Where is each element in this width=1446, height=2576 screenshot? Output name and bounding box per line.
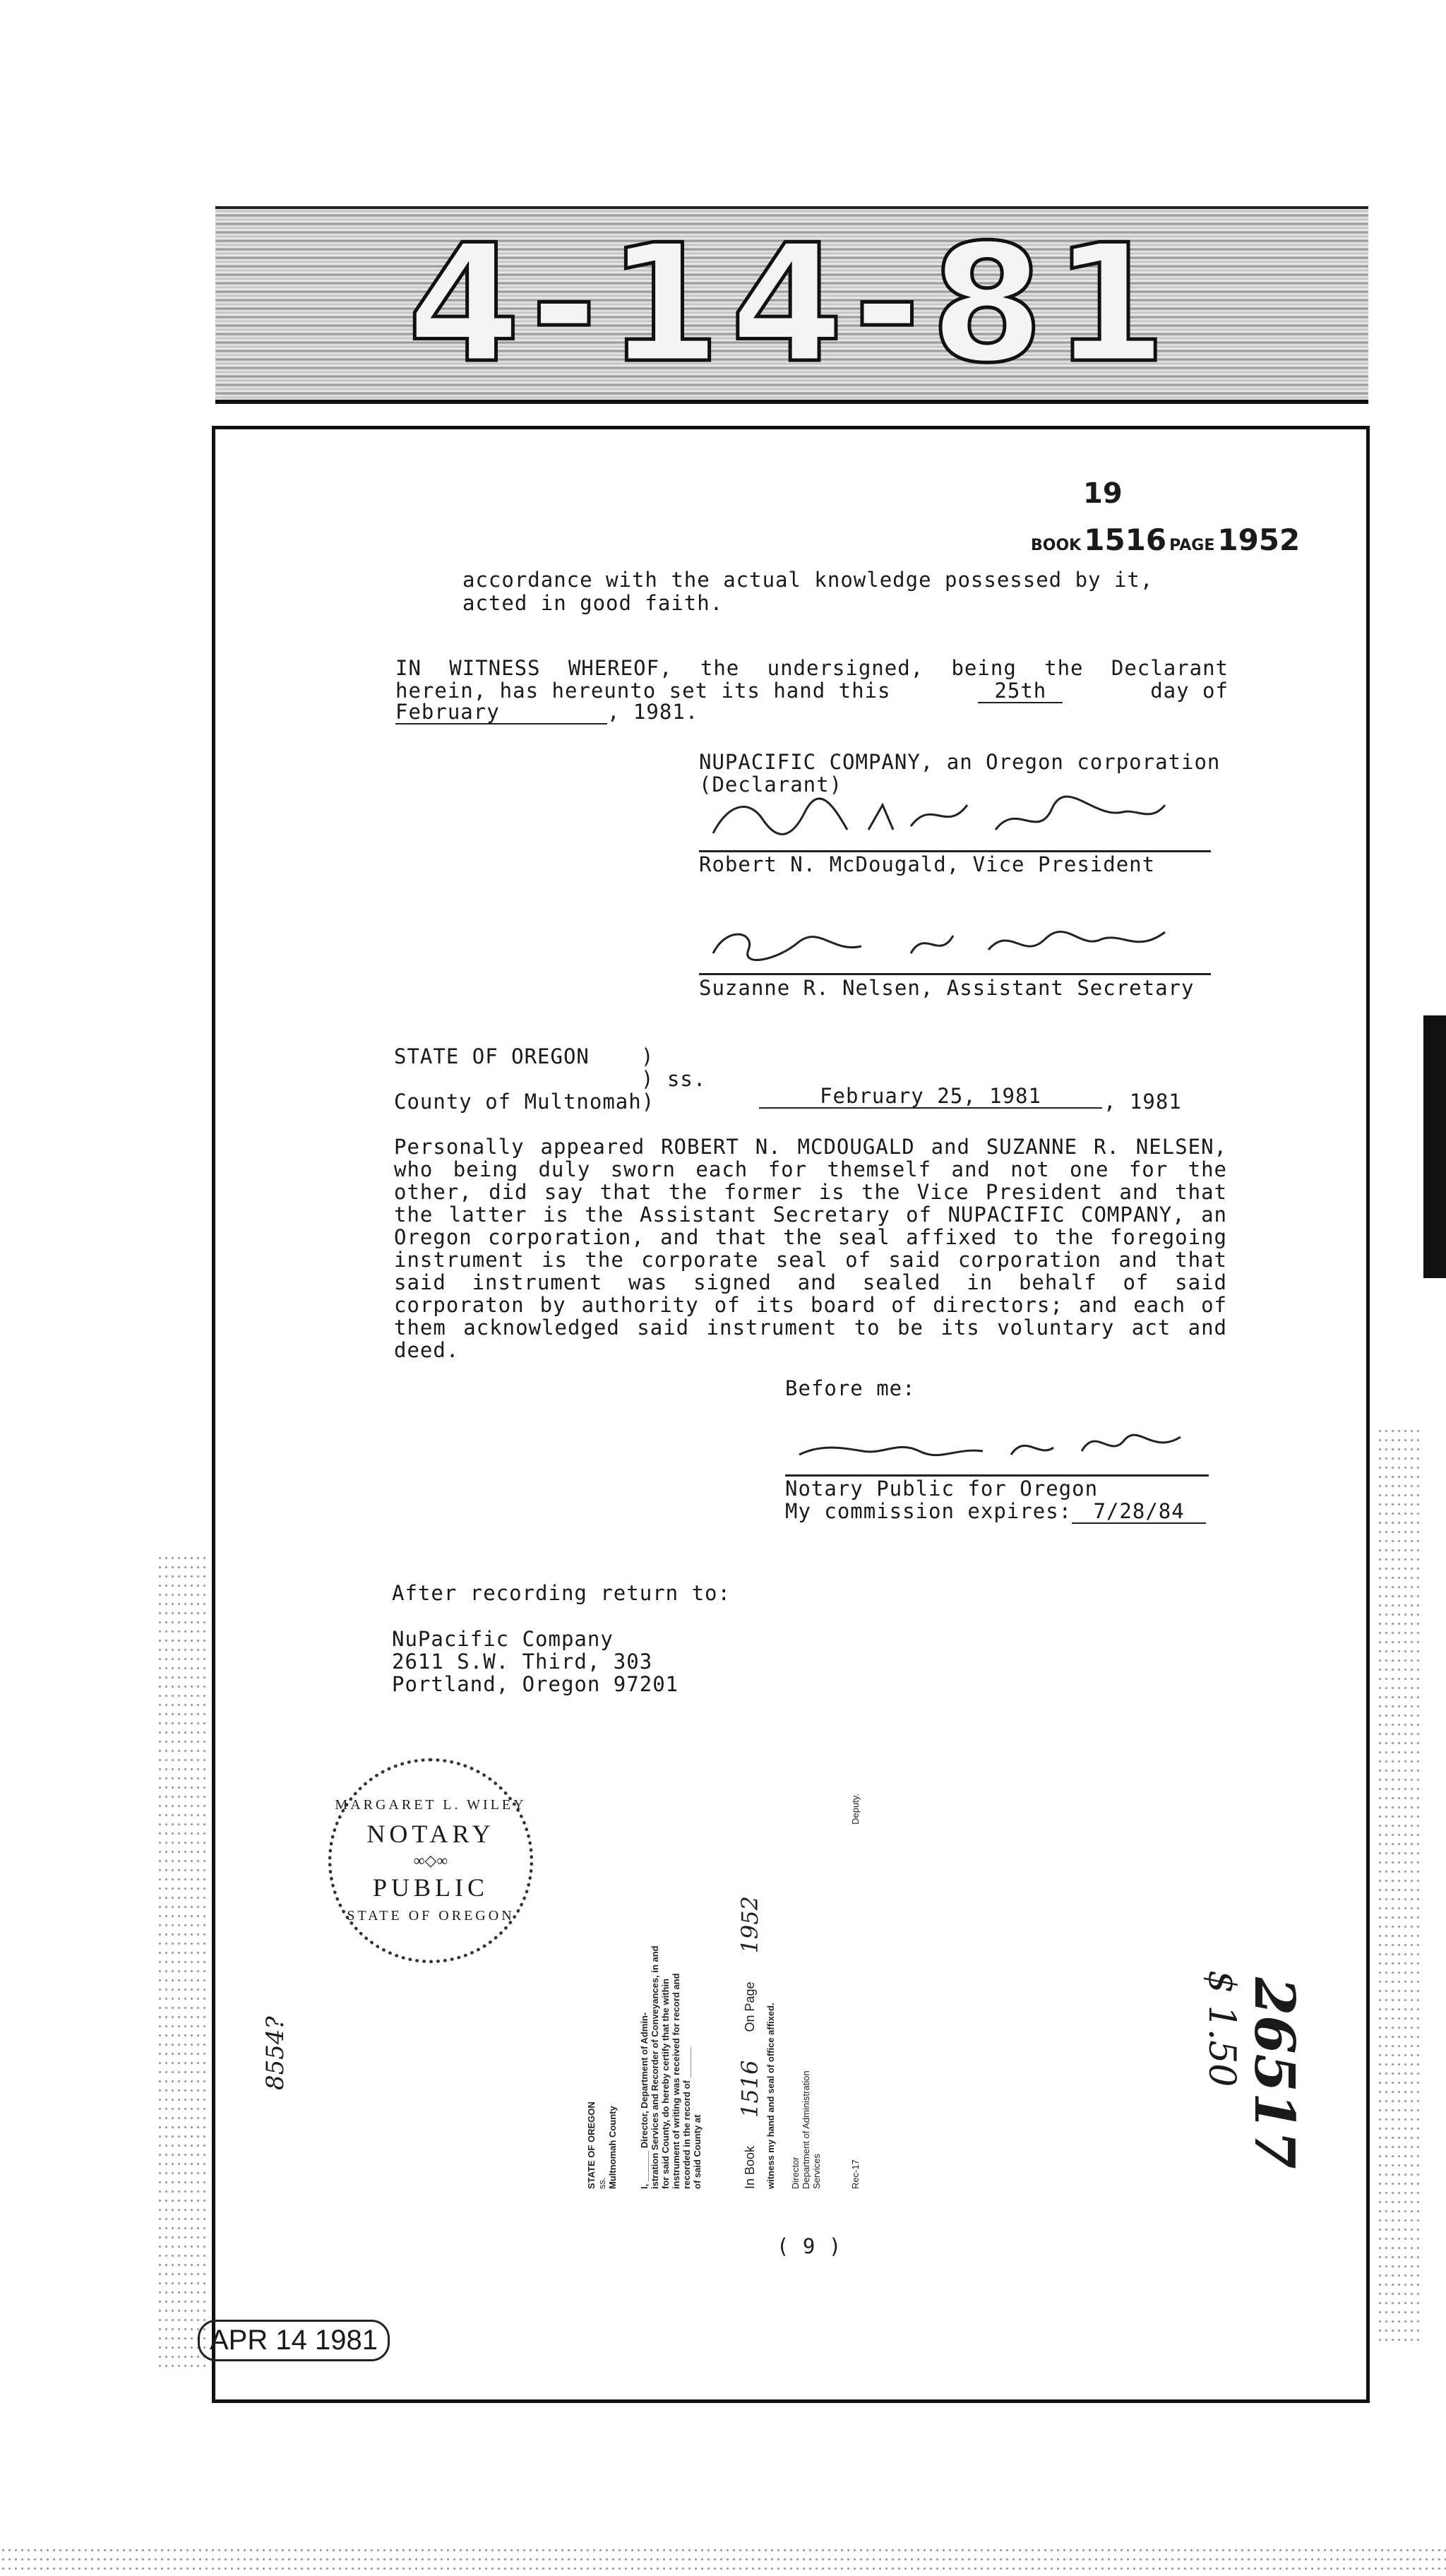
signer-1: Robert N. McDougald, Vice President [699,852,1156,876]
stamp-state: STATE OF OREGON [586,2101,597,2189]
stamp-county: Multnomah County [607,2106,618,2189]
stamp-dept: Department of Administration [801,2070,811,2189]
stamp-on-page: On Page [743,1981,757,2032]
stamp-in-book: In Book [743,2145,757,2189]
witness-line-3 [395,700,698,724]
stamp-book-line [736,1794,763,2189]
stamp-rec: Rec-17 [850,2159,861,2189]
book-label: BOOK [1031,537,1082,554]
ack-line: them acknowledged said instrument to be its voluntary act and [394,1316,1227,1340]
edge-bar [1423,1015,1446,1278]
stamp-page-num: 1952 [736,1896,763,1954]
notary-expires [785,1500,1206,1524]
ack-line: the latter is the Assistant Secretary of NUPACIFIC COMPANY, an [394,1203,1227,1227]
expires-date: 7/28/84 [1072,1500,1206,1524]
witness-day: 25th [978,679,1063,703]
notary-title: Notary Public for Oregon [785,1477,1099,1501]
left-handwriting: 8554? [261,2016,289,2090]
intro-line-1: accordance with the actual knowledge possessed by it, [462,568,1154,592]
received-stamp: APR 14 1981 [198,2320,390,2361]
page-label: PAGE [1169,537,1215,554]
recording-stamp [586,1794,932,2189]
witness-line-1: IN WITNESS WHEREOF, the undersigned, being the Declarant [395,656,1229,680]
scan-noise-bottom [0,2546,1446,2574]
ack-line: said instrument was signed and sealed in behalf of said [394,1270,1227,1294]
stamp-director: Director [790,2157,801,2189]
acknowledgment-paragraph [394,1135,1227,1361]
scan-noise-right [1377,1426,1419,2344]
stamp-services: Services [811,2154,822,2189]
book-number: 1516 [1084,523,1167,557]
date-banner [215,206,1368,404]
ack-line: instrument is the corporate seal of said corporation and that [394,1248,1227,1272]
ack-line: other, did say that the former is the Vice President and that [394,1180,1227,1204]
stamp-text: I, ______ Director, Department of Admin- [639,2012,650,2189]
declarant-line-1: NUPACIFIC COMPANY, an Oregon corporation [699,750,1221,774]
scan-noise-left [157,1554,206,2373]
stamp-ss: ss. [597,2177,607,2189]
signer-2: Suzanne R. Nelsen, Assistant Secretary [699,976,1195,1000]
venue-county: County of Multnomah) [394,1090,655,1114]
stamp-deputy: Deputy. [850,1794,861,1825]
return-company: NuPacific Company [392,1627,614,1651]
return-city: Portland, Oregon 97201 [392,1672,679,1696]
ack-line: Oregon corporation, and that the seal affixed to the foregoing [394,1225,1227,1249]
signature-mcdougald [699,791,1207,847]
before-me: Before me: [785,1376,916,1400]
header-mark: 19 [1083,477,1123,510]
stamp-footer [850,1794,861,2189]
stamp-text: recorded in the record of ______ [681,2047,692,2189]
seal-line-1: NOTARY [366,1820,495,1848]
ack-line: deed. [394,1338,460,1362]
acknowledgment-year: , 1981 [1104,1090,1182,1114]
document-number: 26517 [1242,1977,1306,2169]
banner-date: 4-14-81 [407,210,1177,399]
return-street: 2611 S.W. Third, 303 [392,1650,653,1674]
seal-ornament: ∞◇∞ [413,1852,448,1869]
stamp-text: for said County, do hereby certify that the within [660,1978,671,2189]
venue-state: STATE OF OREGON [394,1044,590,1068]
stamp-witness: witness my hand and seal of office affixed. [765,2003,776,2189]
witness-text-a: herein, has hereunto set its hand this [395,679,891,703]
seal-bottom: STATE OF OREGON [347,1908,515,1924]
signature-nelsen [699,918,1207,967]
stamp-text: instrument of writing was received for record and [671,1973,681,2189]
seal-line-2: PUBLIC [372,1873,489,1902]
acknowledgment-date: February 25, 1981 [759,1085,1102,1109]
expires-label: My commission expires: [785,1499,1072,1523]
notary-seal [328,1758,533,1963]
intro-line-2: acted in good faith. [462,591,724,615]
signature-line-2 [699,973,1211,975]
witness-line-2 [395,679,1229,703]
page-number: 1952 [1217,523,1301,557]
witness-text-b: day of [1150,679,1229,703]
ack-line: Personally appeared ROBERT N. MCDOUGALD and SUZANNE R. NELSEN, [394,1135,1227,1159]
page-number-footer: ( 9 ) [777,2234,842,2258]
witness-year: , 1981. [607,700,699,724]
witness-month: February [395,700,607,724]
stamp-text: istration Services and Recorder of Conveyances, in and [650,1945,660,2189]
declarant-line-2: (Declarant) [699,773,843,797]
recording-fee: $ 1.50 [1200,1970,1243,2087]
ack-line: corporaton by authority of its board of directors; and each of [394,1293,1227,1317]
return-heading: After recording return to: [392,1581,731,1605]
venue-ss: ) ss. [641,1067,707,1091]
venue-paren: ) [641,1044,655,1068]
stamp-book-num: 1516 [736,2060,763,2118]
book-page-stamp [1031,523,1300,557]
ack-line: who being duly sworn each for themself and not one for the [394,1157,1227,1181]
signature-notary [785,1419,1209,1469]
seal-top: MARGARET L. WILEY [335,1797,527,1813]
stamp-text: of said County at [692,2114,703,2189]
